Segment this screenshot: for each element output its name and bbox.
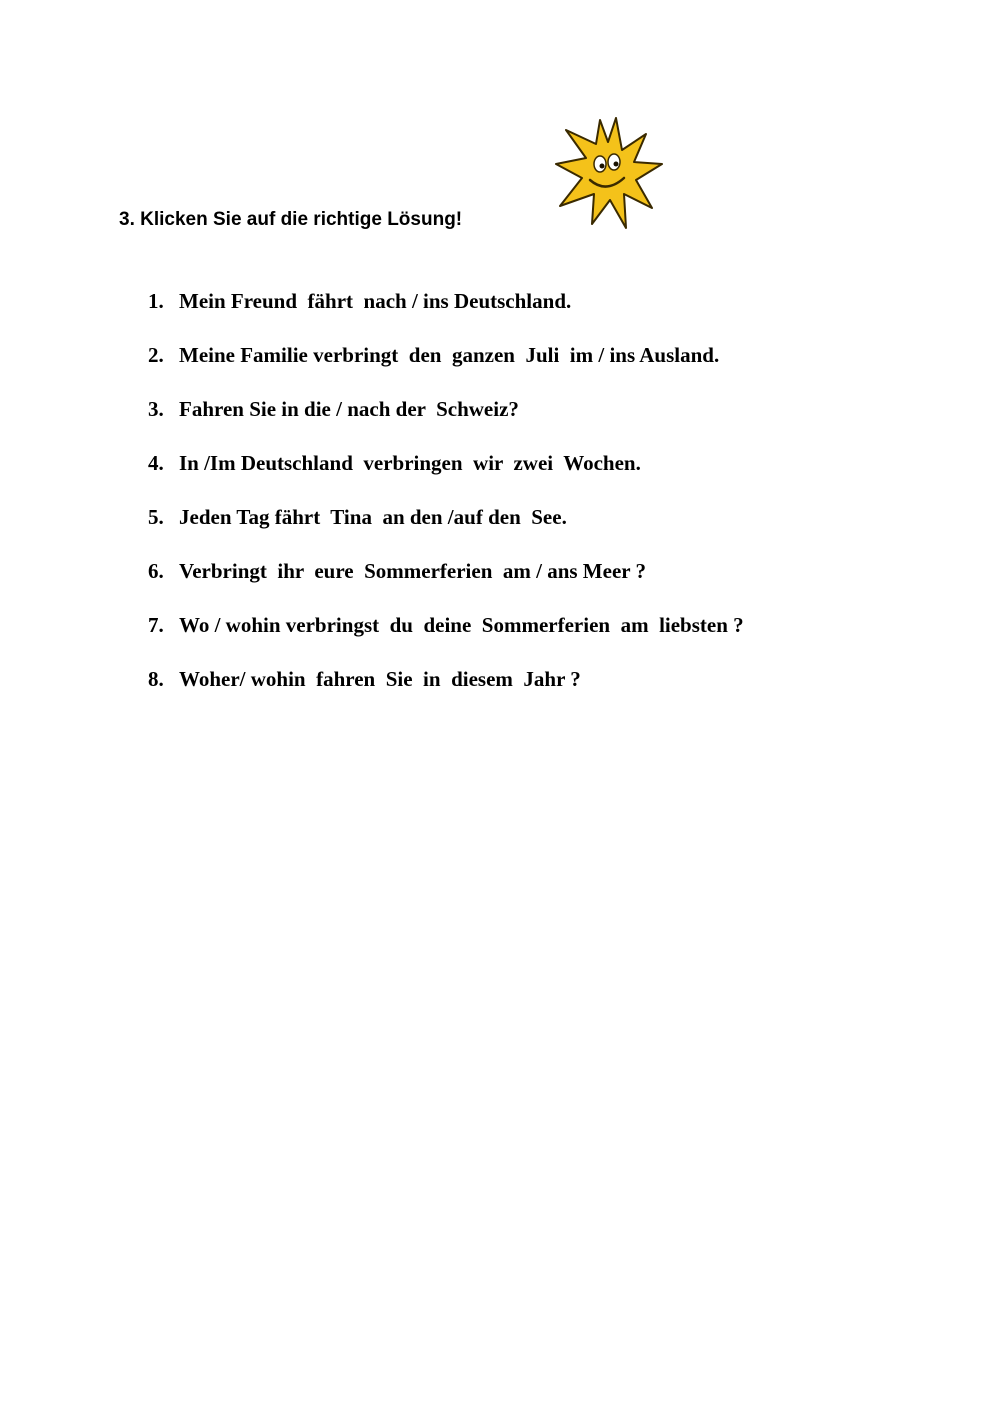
smiling-sun-icon — [548, 114, 666, 232]
item-sentence: Wo / wohin verbringst du deine Sommerferien am liebsten ? — [179, 613, 744, 637]
item-number: 1. — [148, 289, 164, 313]
list-item[interactable] — [148, 286, 744, 340]
list-item[interactable] — [148, 502, 744, 556]
list-item[interactable] — [148, 448, 744, 502]
item-number: 4. — [148, 451, 164, 475]
item-number: 2. — [148, 343, 164, 367]
item-sentence: In /Im Deutschland verbringen wir zwei Wochen. — [179, 451, 641, 475]
item-number: 5. — [148, 505, 164, 529]
exercise-list — [148, 286, 744, 718]
list-item[interactable] — [148, 556, 744, 610]
list-item[interactable] — [148, 664, 744, 718]
item-sentence: Meine Familie verbringt den ganzen Juli im / ins Ausland. — [179, 343, 720, 367]
item-number: 7. — [148, 613, 164, 637]
item-number: 6. — [148, 559, 164, 583]
list-item[interactable] — [148, 394, 744, 448]
task-heading: 3. Klicken Sie auf die richtige Lösung! — [119, 209, 463, 230]
item-sentence: Mein Freund fährt nach / ins Deutschland. — [179, 289, 572, 313]
item-sentence: Fahren Sie in die / nach der Schweiz? — [179, 397, 519, 421]
item-sentence: Jeden Tag fährt Tina an den /auf den See. — [179, 505, 567, 529]
item-number: 3. — [148, 397, 164, 421]
item-sentence: Woher/ wohin fahren Sie in diesem Jahr ? — [179, 667, 581, 691]
list-item[interactable] — [148, 340, 744, 394]
item-number: 8. — [148, 667, 164, 691]
item-sentence: Verbringt ihr eure Sommerferien am / ans Meer ? — [179, 559, 646, 583]
list-item[interactable] — [148, 610, 744, 664]
